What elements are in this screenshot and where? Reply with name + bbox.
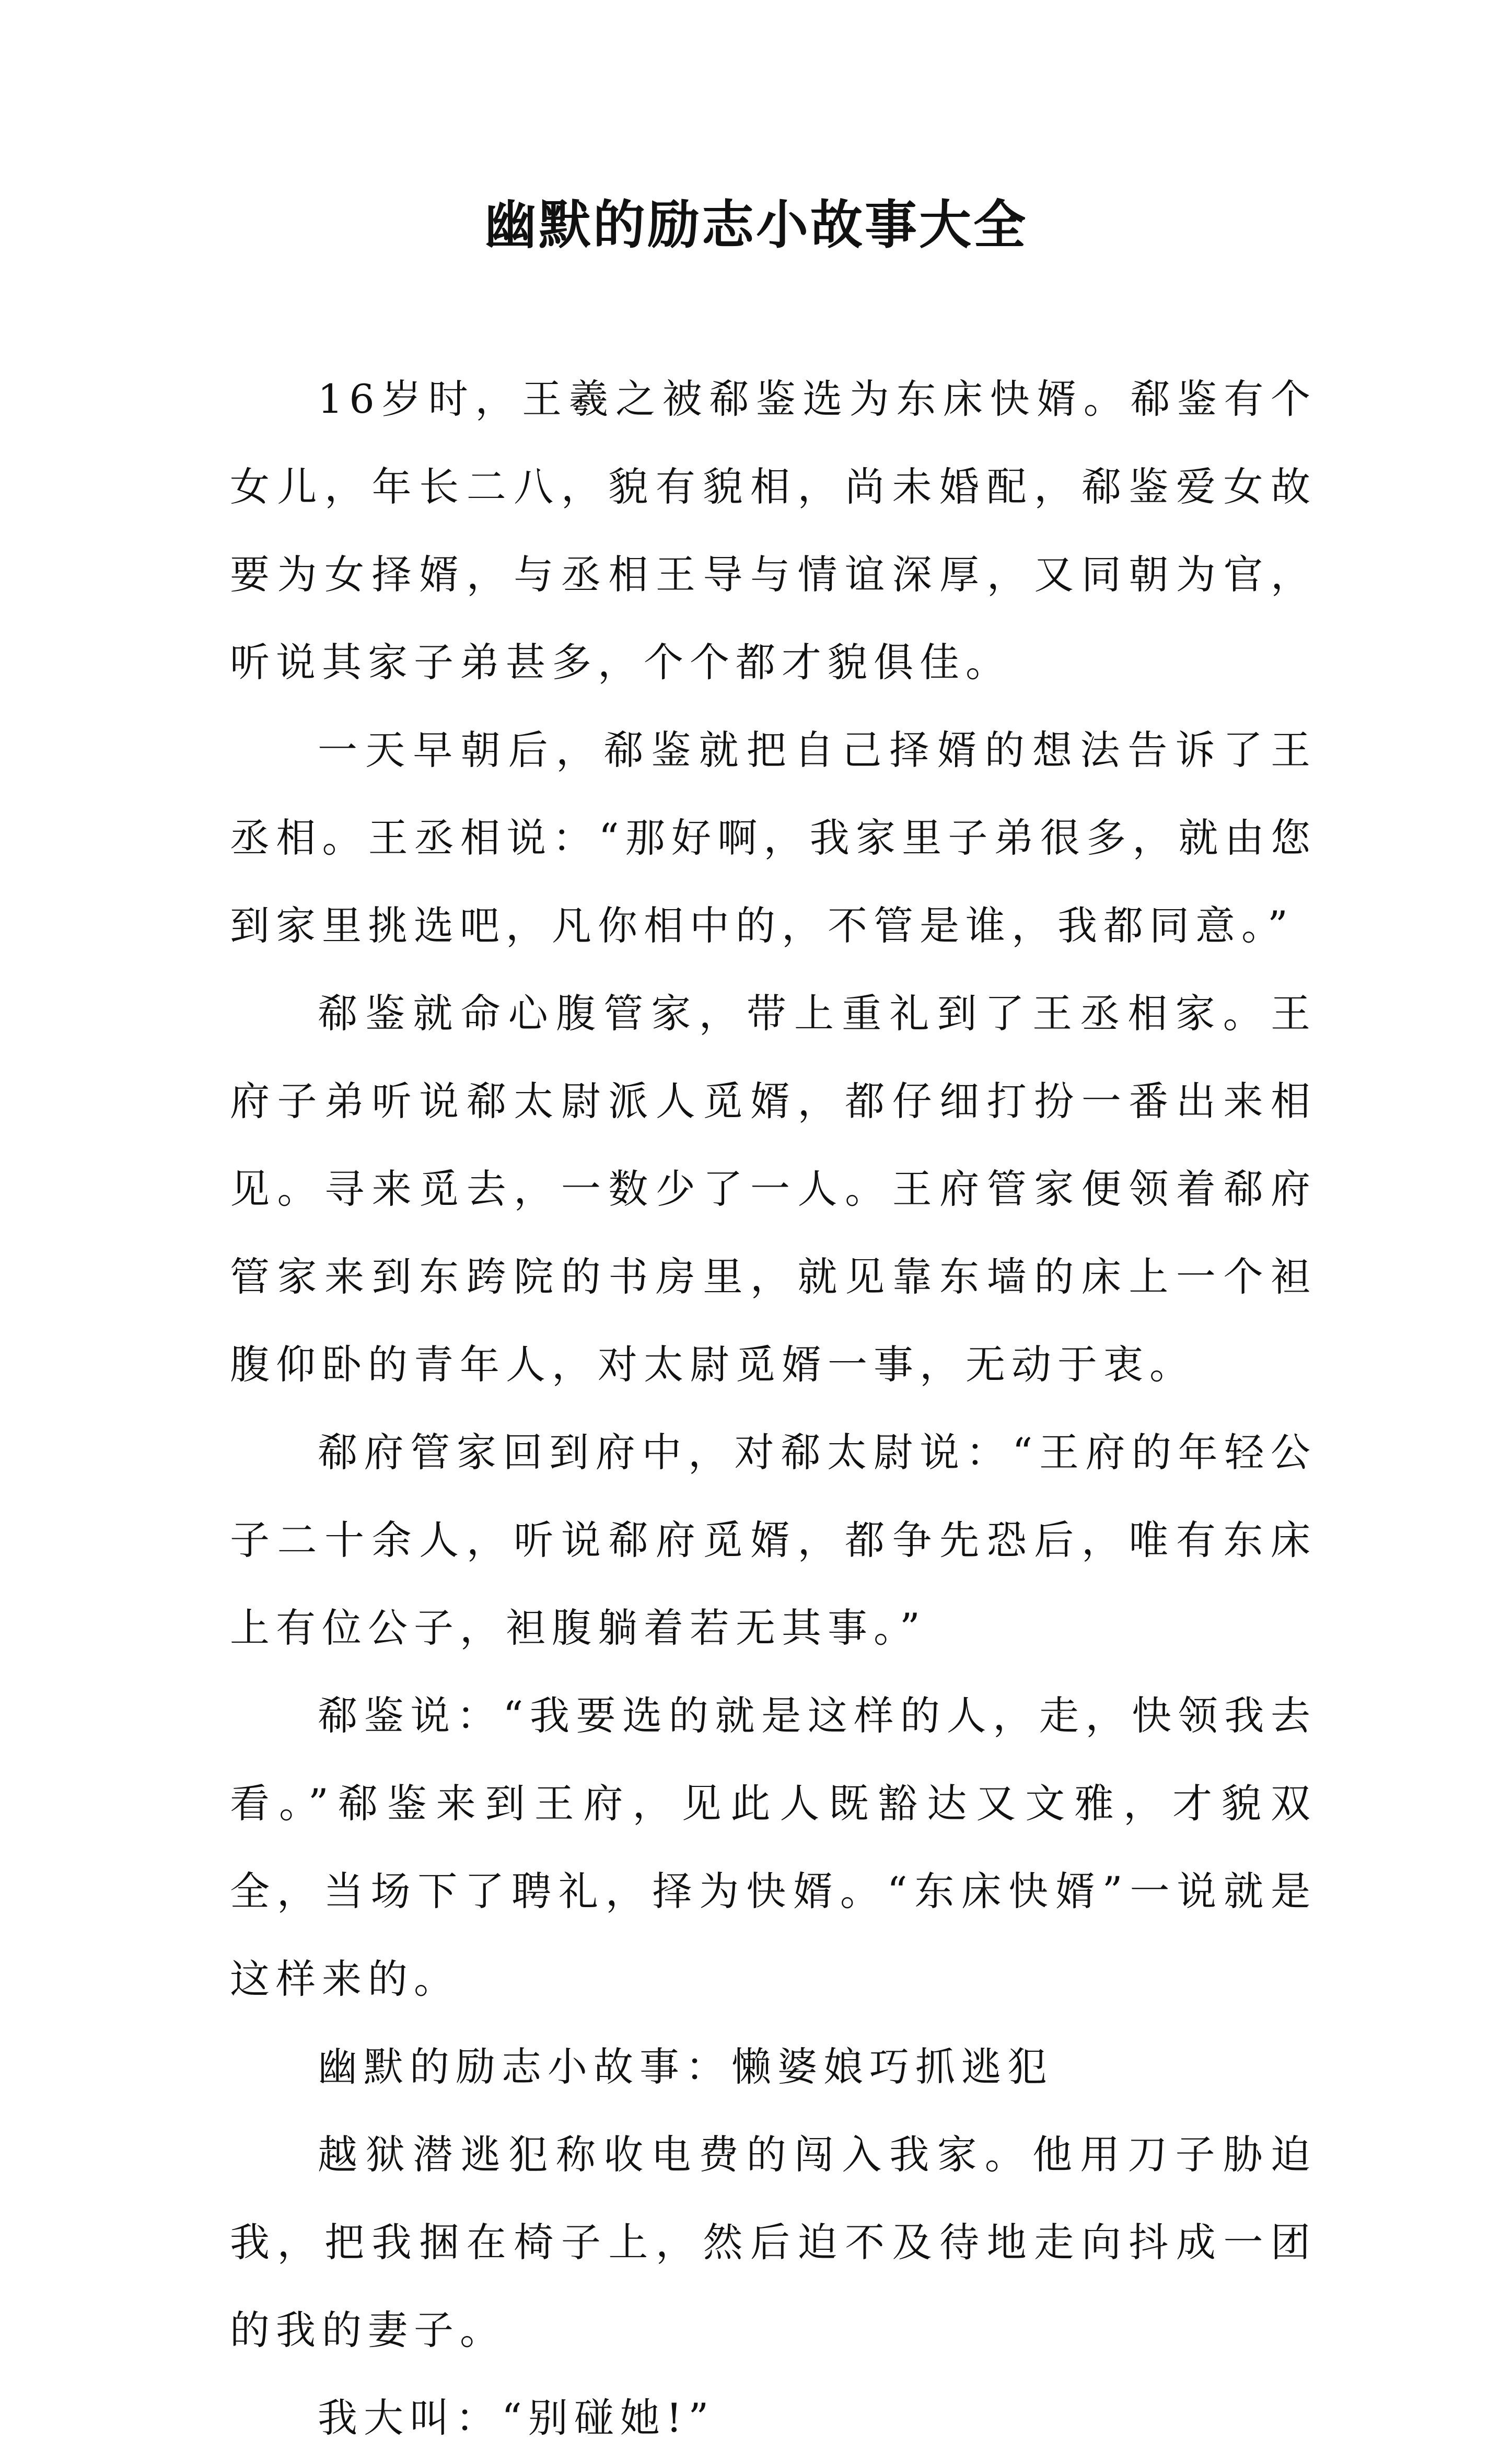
paragraph: 郗鉴说：“我要选的就是这样的人，走，快领我去看。”郗鉴来到王府，见此人既豁达又文雅，才貌双全，当场下了聘礼，择为快婿。“东床快婿”一说就是这样来的。 bbox=[230, 1692, 1317, 2002]
paragraph: 郗鉴就命心腹管家，带上重礼到了王丞相家。王府子弟听说郗太尉派人觅婿，都仔细打扮一番出来相见。寻来觅去，一数少了一人。王府管家便领着郗府管家来到东跨院的书房里，就见靠东墙的床上一个袒腹仰卧的青年人，对太尉觅婿一事，无动于衷。 bbox=[230, 990, 1317, 1388]
paragraph: 16岁时，王羲之被郗鉴选为东床快婿。郗鉴有个女儿，年长二八，貌有貌相，尚未婚配，郗鉴爱女故要为女择婿，与丞相王导与情谊深厚，又同朝为官，听说其家子弟甚多，个个都才貌俱佳。 bbox=[230, 376, 1317, 686]
document-body bbox=[230, 355, 1317, 2462]
paragraph: 一天早朝后，郗鉴就把自己择婿的想法告诉了王丞相。王丞相说：“那好啊，我家里子弟很多，就由您到家里挑选吧，凡你相中的，不管是谁，我都同意。” bbox=[230, 727, 1317, 949]
paragraph: 郗府管家回到府中，对郗太尉说：“王府的年轻公子二十余人，听说郗府觅婿，都争先恐后，唯有东床上有位公子，袒腹躺着若无其事。” bbox=[230, 1429, 1317, 1651]
paragraph: 越狱潜逃犯称收电费的闯入我家。他用刀子胁迫我，把我捆在椅子上，然后迫不及待地走向抖成一团的我的妻子。 bbox=[230, 2131, 1317, 2353]
document-title: 幽默的励志小故事大全 bbox=[484, 194, 1028, 256]
section-heading: 幽默的励志小故事：懒婆娘巧抓逃犯 bbox=[318, 2043, 1053, 2090]
paragraph: 我大叫：“别碰她!” bbox=[318, 2395, 715, 2441]
